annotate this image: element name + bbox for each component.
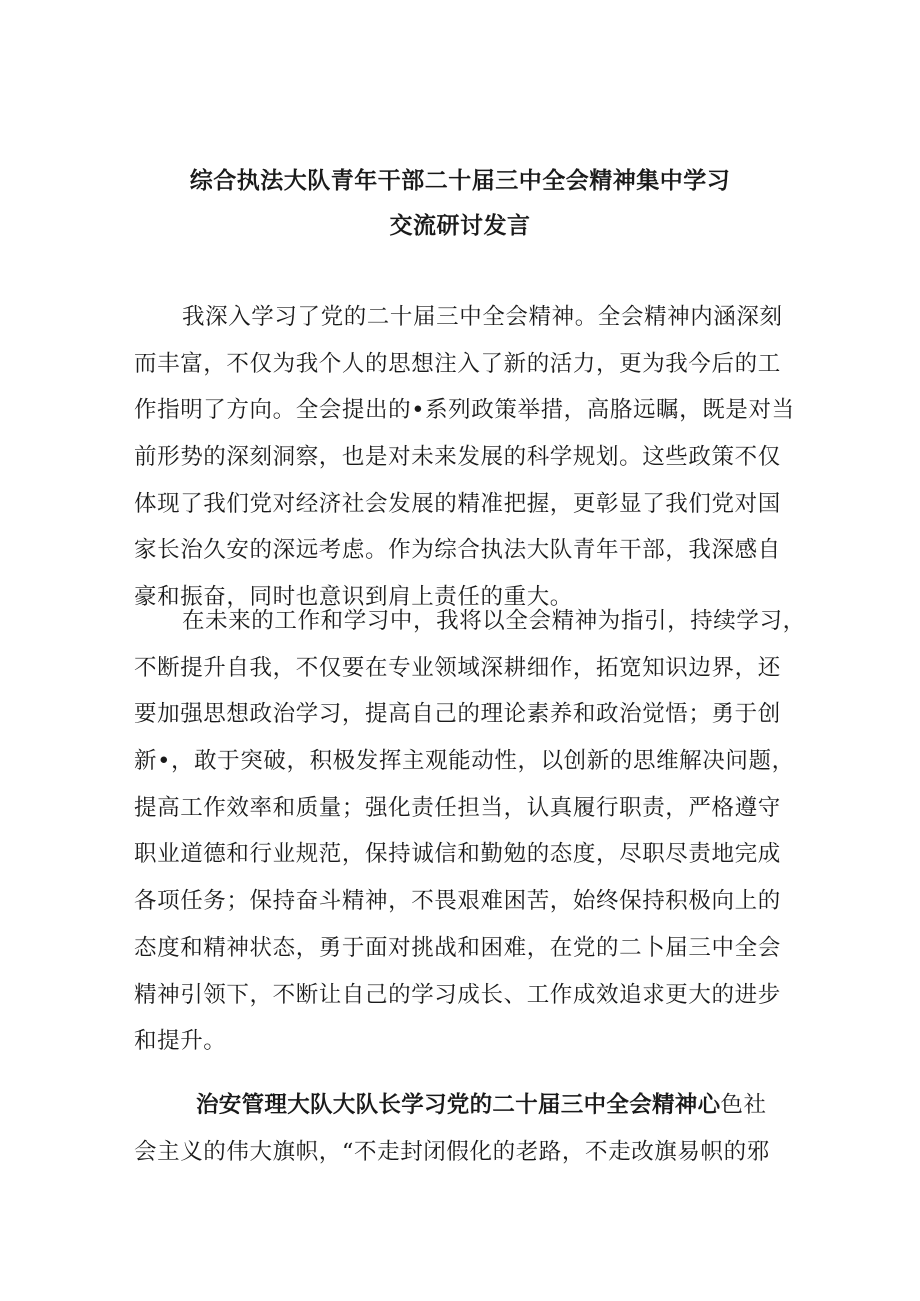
section-2-heading: 治安管理大队大队长学习党的二十届三中全会精神心 <box>196 1092 721 1118</box>
document-title-line-2: 交流研讨发言 <box>389 213 531 239</box>
paragraph-line: 我深入学习了党的二十届三中全会精神。全会精神内涵深刻 <box>182 304 783 330</box>
section-2 <box>134 1082 794 1175</box>
document-title-line-1: 综合执法大队青年干部二十届三中全会精神集中学习 <box>189 168 731 194</box>
section-2-heading-tail: 色社 <box>720 1092 767 1118</box>
section-2-first-line <box>134 1082 794 1129</box>
paragraph-line: 在未来的工作和学习中，我将以全会精神为指引，持续学习， <box>182 608 806 634</box>
paragraph-line: 体现了我们党对经济社会发展的精准把握，更彰显了我们党对国 <box>134 490 781 517</box>
paragraph-line: 而丰富，不仅为我个人的思想注入了新的活力，更为我今后的工 <box>134 350 781 377</box>
paragraph-line: 要加强思想政治学习，提高自己的理论素养和政治觉悟；勇于创 <box>134 701 781 728</box>
paragraph-line: 提高工作效率和质量；强化责任担当，认真履行职责，严格遵守 <box>134 794 781 821</box>
paragraph-line: 职业道德和行业规范，保持诚信和勤勉的态度，尽职尽责地完成 <box>134 841 781 868</box>
paragraph-line: 不断提升自我，不仅要在专业领域深耕细作，拓宽知识边界，还 <box>134 654 781 681</box>
paragraph-line: 精神引领下，不断让自己的学习成长、工作成效追求更大的进步 <box>134 981 781 1008</box>
paragraph-line: 会主义的伟大旗帜，“不走封闭假化的老路，不走改旗易帜的邪 <box>134 1138 770 1165</box>
paragraph-2 <box>134 598 806 1065</box>
paragraph-line: 前形势的深刻洞察，也是对未来发展的科学规划。这些政策不仅 <box>134 444 781 471</box>
paragraph-line: 和提升。 <box>134 1028 227 1055</box>
paragraph-line: 家长治久安的深远考虑。作为综合执法大队青年干部，我深感自 <box>134 537 781 564</box>
paragraph-line: 态度和精神状态，勇于面对挑战和困难，在党的二卜届三中全会 <box>134 934 781 961</box>
paragraph-line: 各项任务；保持奋斗精神，不畏艰难困苦，始终保持积极向上的 <box>134 888 781 915</box>
paragraph-line: 新•，敢于突破，积极发挥主观能动性，以创新的思维解决问题， <box>134 748 795 775</box>
paragraph-line: 豪和振奋，同时也意识到肩上责任的重大。 <box>134 584 573 611</box>
paragraph-1 <box>134 294 794 621</box>
paragraph-line: 作指明了方向。全会提出的•系列政策举措，高胳远瞩，既是对当 <box>134 397 795 424</box>
